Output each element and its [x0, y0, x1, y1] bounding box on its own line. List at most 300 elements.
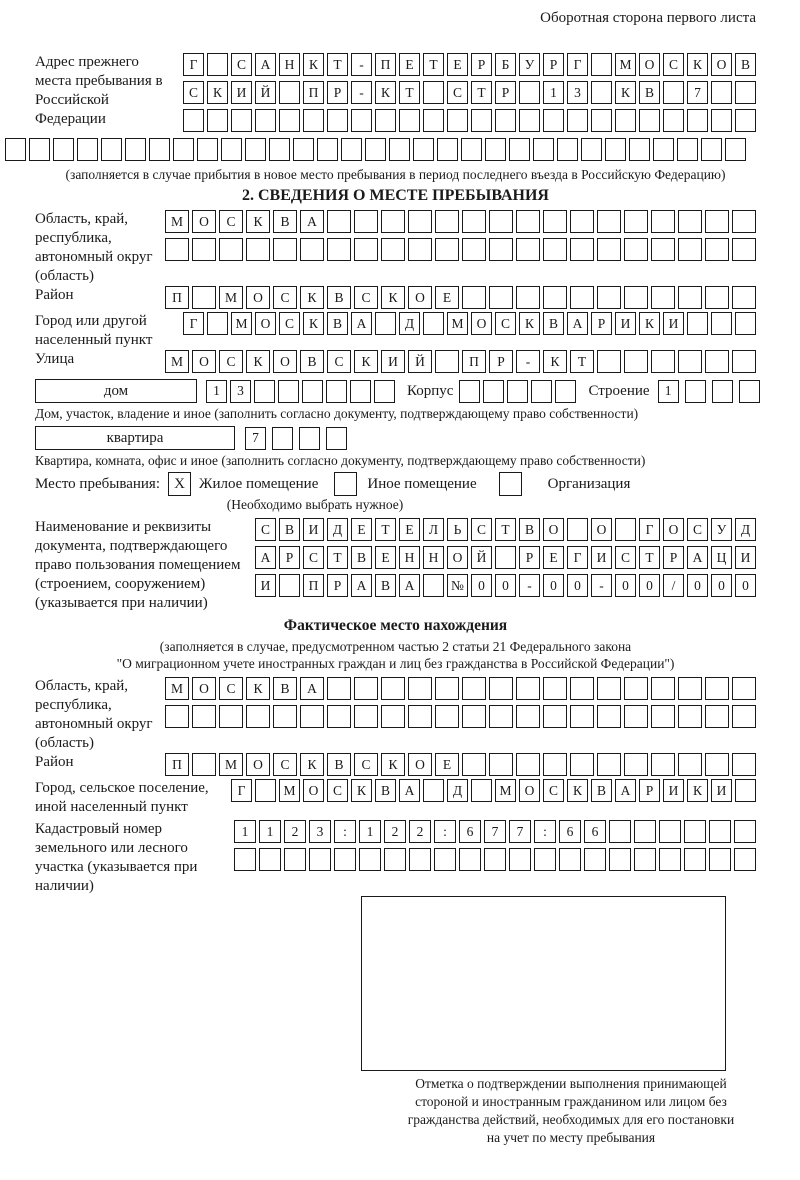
form-cell[interactable]: 1 [206, 380, 227, 403]
form-cell[interactable] [533, 138, 554, 161]
form-cell[interactable]: 2 [384, 820, 406, 843]
form-cell[interactable] [709, 820, 731, 843]
form-cell[interactable] [732, 210, 756, 233]
form-cell[interactable] [350, 380, 371, 403]
form-cell[interactable]: П [303, 81, 324, 104]
form-cell[interactable] [543, 286, 567, 309]
form-cell[interactable]: Р [495, 81, 516, 104]
form-cell[interactable] [462, 753, 486, 776]
form-cell[interactable] [597, 210, 621, 233]
form-cell[interactable] [354, 677, 378, 700]
form-cell[interactable] [678, 753, 702, 776]
form-cell[interactable]: 0 [711, 574, 732, 597]
form-cell[interactable]: С [471, 518, 492, 541]
form-cell[interactable] [125, 138, 146, 161]
form-cell[interactable] [684, 848, 706, 871]
form-cell[interactable] [555, 380, 576, 403]
form-cell[interactable]: К [687, 779, 708, 802]
form-cell[interactable]: О [303, 779, 324, 802]
form-cell[interactable] [459, 380, 480, 403]
form-cell[interactable]: К [303, 53, 324, 76]
form-cell[interactable]: М [219, 753, 243, 776]
form-cell[interactable] [341, 138, 362, 161]
form-cell[interactable] [279, 81, 300, 104]
form-cell[interactable]: Г [639, 518, 660, 541]
form-cell[interactable]: Ц [711, 546, 732, 569]
form-cell[interactable]: М [279, 779, 300, 802]
form-cell[interactable] [597, 350, 621, 373]
stay-type-checkbox-organization[interactable] [499, 472, 522, 496]
form-cell[interactable]: 6 [584, 820, 606, 843]
form-cell[interactable]: Р [327, 574, 348, 597]
form-cell[interactable]: А [300, 210, 324, 233]
form-cell[interactable] [624, 286, 648, 309]
form-cell[interactable] [484, 848, 506, 871]
form-cell[interactable] [408, 677, 432, 700]
form-cell[interactable] [461, 138, 482, 161]
form-cell[interactable]: Г [231, 779, 252, 802]
form-cell[interactable] [711, 109, 732, 132]
form-cell[interactable]: Т [471, 81, 492, 104]
form-cell[interactable] [705, 238, 729, 261]
form-cell[interactable] [374, 380, 395, 403]
form-cell[interactable]: Л [423, 518, 444, 541]
form-cell[interactable] [624, 238, 648, 261]
form-cell[interactable] [197, 138, 218, 161]
form-cell[interactable] [639, 109, 660, 132]
form-cell[interactable]: - [591, 574, 612, 597]
form-cell[interactable]: И [231, 81, 252, 104]
form-cell[interactable]: 0 [495, 574, 516, 597]
form-cell[interactable] [207, 53, 228, 76]
form-cell[interactable] [408, 238, 432, 261]
form-cell[interactable] [659, 820, 681, 843]
form-cell[interactable] [489, 753, 513, 776]
form-cell[interactable] [651, 705, 675, 728]
form-cell[interactable] [651, 753, 675, 776]
form-cell[interactable]: Р [543, 53, 564, 76]
form-cell[interactable]: К [381, 753, 405, 776]
form-cell[interactable] [624, 705, 648, 728]
form-cell[interactable]: С [219, 350, 243, 373]
form-cell[interactable] [279, 109, 300, 132]
form-cell[interactable] [192, 286, 216, 309]
form-cell[interactable] [709, 848, 731, 871]
form-cell[interactable] [423, 779, 444, 802]
form-cell[interactable]: А [615, 779, 636, 802]
form-cell[interactable]: С [183, 81, 204, 104]
form-cell[interactable] [489, 238, 513, 261]
form-cell[interactable]: О [543, 518, 564, 541]
form-cell[interactable]: О [639, 53, 660, 76]
form-cell[interactable]: С [663, 53, 684, 76]
form-cell[interactable]: О [711, 53, 732, 76]
form-cell[interactable]: К [246, 350, 270, 373]
form-cell[interactable] [389, 138, 410, 161]
form-cell[interactable] [734, 820, 756, 843]
form-cell[interactable]: С [303, 546, 324, 569]
form-cell[interactable] [651, 286, 675, 309]
form-cell[interactable] [531, 380, 552, 403]
form-cell[interactable] [413, 138, 434, 161]
form-cell[interactable]: 1 [658, 380, 679, 403]
form-cell[interactable] [489, 286, 513, 309]
form-cell[interactable] [567, 518, 588, 541]
form-cell[interactable]: Р [471, 53, 492, 76]
form-cell[interactable] [5, 138, 26, 161]
form-cell[interactable] [705, 705, 729, 728]
form-cell[interactable]: А [399, 779, 420, 802]
form-cell[interactable] [326, 427, 347, 450]
form-cell[interactable] [597, 286, 621, 309]
form-cell[interactable]: Е [543, 546, 564, 569]
form-cell[interactable]: С [273, 753, 297, 776]
form-cell[interactable]: 1 [359, 820, 381, 843]
form-cell[interactable] [687, 312, 708, 335]
form-cell[interactable] [543, 238, 567, 261]
form-cell[interactable] [381, 238, 405, 261]
form-cell[interactable] [259, 848, 281, 871]
form-cell[interactable] [284, 848, 306, 871]
form-cell[interactable] [629, 138, 650, 161]
form-cell[interactable] [273, 705, 297, 728]
form-cell[interactable]: В [735, 53, 756, 76]
form-cell[interactable] [543, 705, 567, 728]
form-cell[interactable] [327, 705, 351, 728]
form-cell[interactable] [101, 138, 122, 161]
form-cell[interactable] [543, 753, 567, 776]
form-cell[interactable]: В [519, 518, 540, 541]
form-cell[interactable]: Т [375, 518, 396, 541]
form-cell[interactable] [462, 677, 486, 700]
form-cell[interactable] [462, 210, 486, 233]
form-cell[interactable] [509, 848, 531, 871]
form-cell[interactable]: У [519, 53, 540, 76]
form-cell[interactable]: А [351, 312, 372, 335]
form-cell[interactable]: : [534, 820, 556, 843]
form-cell[interactable]: П [165, 286, 189, 309]
form-cell[interactable]: Г [567, 53, 588, 76]
form-cell[interactable] [624, 350, 648, 373]
form-cell[interactable] [219, 705, 243, 728]
form-cell[interactable]: : [434, 820, 456, 843]
form-cell[interactable]: С [279, 312, 300, 335]
form-cell[interactable] [735, 81, 756, 104]
form-cell[interactable]: Р [327, 81, 348, 104]
form-cell[interactable] [735, 779, 756, 802]
form-cell[interactable]: Е [399, 53, 420, 76]
form-cell[interactable]: К [375, 81, 396, 104]
form-cell[interactable] [53, 138, 74, 161]
form-cell[interactable] [653, 138, 674, 161]
form-cell[interactable]: О [246, 753, 270, 776]
form-cell[interactable]: 2 [284, 820, 306, 843]
form-cell[interactable]: К [246, 210, 270, 233]
form-cell[interactable] [543, 210, 567, 233]
form-cell[interactable]: № [447, 574, 468, 597]
form-cell[interactable]: В [375, 574, 396, 597]
form-cell[interactable] [507, 380, 528, 403]
form-cell[interactable] [651, 677, 675, 700]
form-cell[interactable] [705, 677, 729, 700]
form-cell[interactable]: В [375, 779, 396, 802]
form-cell[interactable]: К [207, 81, 228, 104]
form-cell[interactable] [711, 81, 732, 104]
form-cell[interactable] [519, 81, 540, 104]
form-cell[interactable] [705, 753, 729, 776]
form-cell[interactable]: А [255, 546, 276, 569]
form-cell[interactable]: М [231, 312, 252, 335]
form-cell[interactable] [687, 109, 708, 132]
form-cell[interactable] [435, 238, 459, 261]
form-cell[interactable]: К [381, 286, 405, 309]
form-cell[interactable]: Т [399, 81, 420, 104]
form-cell[interactable] [732, 350, 756, 373]
form-cell[interactable] [495, 109, 516, 132]
form-cell[interactable]: Е [435, 286, 459, 309]
form-cell[interactable] [567, 109, 588, 132]
form-cell[interactable] [354, 210, 378, 233]
form-cell[interactable]: И [255, 574, 276, 597]
form-cell[interactable] [516, 753, 540, 776]
form-cell[interactable] [712, 380, 733, 403]
form-cell[interactable] [597, 238, 621, 261]
form-cell[interactable]: О [408, 286, 432, 309]
form-cell[interactable]: О [447, 546, 468, 569]
form-cell[interactable] [732, 238, 756, 261]
form-cell[interactable] [489, 677, 513, 700]
form-cell[interactable]: В [273, 210, 297, 233]
form-cell[interactable]: Т [327, 53, 348, 76]
form-cell[interactable]: В [327, 312, 348, 335]
form-cell[interactable]: К [687, 53, 708, 76]
form-cell[interactable]: 6 [459, 820, 481, 843]
form-cell[interactable]: С [354, 753, 378, 776]
form-cell[interactable]: И [735, 546, 756, 569]
form-cell[interactable] [489, 705, 513, 728]
form-cell[interactable]: 0 [615, 574, 636, 597]
form-cell[interactable]: В [351, 546, 372, 569]
form-cell[interactable]: А [300, 677, 324, 700]
form-cell[interactable] [705, 350, 729, 373]
form-cell[interactable] [359, 848, 381, 871]
form-cell[interactable]: О [519, 779, 540, 802]
form-cell[interactable] [165, 705, 189, 728]
form-cell[interactable] [624, 210, 648, 233]
form-cell[interactable] [207, 109, 228, 132]
form-cell[interactable] [462, 238, 486, 261]
form-cell[interactable]: И [615, 312, 636, 335]
confirmation-stamp-box[interactable] [361, 896, 726, 1071]
form-cell[interactable] [684, 820, 706, 843]
form-cell[interactable] [677, 138, 698, 161]
form-cell[interactable] [354, 238, 378, 261]
form-cell[interactable] [434, 848, 456, 871]
form-cell[interactable]: Т [639, 546, 660, 569]
form-cell[interactable] [735, 109, 756, 132]
form-cell[interactable]: У [711, 518, 732, 541]
form-cell[interactable]: М [165, 350, 189, 373]
form-cell[interactable]: П [462, 350, 486, 373]
form-cell[interactable]: Т [570, 350, 594, 373]
form-cell[interactable]: 3 [567, 81, 588, 104]
form-cell[interactable]: О [255, 312, 276, 335]
form-cell[interactable]: 0 [567, 574, 588, 597]
form-cell[interactable]: С [255, 518, 276, 541]
form-cell[interactable] [678, 286, 702, 309]
form-cell[interactable]: Д [399, 312, 420, 335]
form-cell[interactable]: Р [639, 779, 660, 802]
form-cell[interactable] [634, 848, 656, 871]
form-cell[interactable] [255, 779, 276, 802]
form-cell[interactable]: Т [327, 546, 348, 569]
form-cell[interactable]: К [567, 779, 588, 802]
form-cell[interactable] [351, 109, 372, 132]
form-cell[interactable]: Е [447, 53, 468, 76]
form-cell[interactable] [624, 753, 648, 776]
form-cell[interactable]: Й [471, 546, 492, 569]
form-cell[interactable]: В [591, 779, 612, 802]
form-cell[interactable]: - [516, 350, 540, 373]
form-cell[interactable] [173, 138, 194, 161]
form-cell[interactable]: 0 [639, 574, 660, 597]
form-cell[interactable] [471, 109, 492, 132]
form-cell[interactable]: Н [423, 546, 444, 569]
form-cell[interactable] [354, 705, 378, 728]
form-cell[interactable]: 7 [245, 427, 266, 450]
form-cell[interactable] [732, 705, 756, 728]
form-cell[interactable]: И [591, 546, 612, 569]
form-cell[interactable]: 0 [471, 574, 492, 597]
form-cell[interactable] [207, 312, 228, 335]
form-cell[interactable]: А [255, 53, 276, 76]
form-cell[interactable] [272, 427, 293, 450]
form-cell[interactable]: О [192, 677, 216, 700]
form-cell[interactable]: О [273, 350, 297, 373]
form-cell[interactable] [183, 109, 204, 132]
form-cell[interactable] [302, 380, 323, 403]
form-cell[interactable]: 0 [735, 574, 756, 597]
form-cell[interactable] [273, 238, 297, 261]
form-cell[interactable]: П [375, 53, 396, 76]
form-cell[interactable] [423, 81, 444, 104]
form-cell[interactable]: К [300, 753, 324, 776]
form-cell[interactable] [591, 81, 612, 104]
form-cell[interactable]: С [219, 210, 243, 233]
form-cell[interactable] [516, 705, 540, 728]
form-cell[interactable] [663, 109, 684, 132]
form-cell[interactable]: - [519, 574, 540, 597]
stay-type-checkbox-other[interactable] [334, 472, 357, 496]
form-cell[interactable]: А [399, 574, 420, 597]
form-cell[interactable] [423, 312, 444, 335]
form-cell[interactable] [408, 210, 432, 233]
form-cell[interactable] [701, 138, 722, 161]
form-cell[interactable] [192, 238, 216, 261]
form-cell[interactable] [615, 109, 636, 132]
form-cell[interactable]: И [663, 312, 684, 335]
form-cell[interactable]: И [303, 518, 324, 541]
form-cell[interactable] [462, 286, 486, 309]
form-cell[interactable] [516, 238, 540, 261]
form-cell[interactable] [732, 753, 756, 776]
form-cell[interactable]: М [615, 53, 636, 76]
form-cell[interactable] [409, 848, 431, 871]
form-cell[interactable]: Б [495, 53, 516, 76]
form-cell[interactable] [246, 238, 270, 261]
form-cell[interactable]: 7 [484, 820, 506, 843]
form-cell[interactable] [734, 848, 756, 871]
form-cell[interactable] [334, 848, 356, 871]
form-cell[interactable] [435, 350, 459, 373]
form-cell[interactable] [437, 138, 458, 161]
form-cell[interactable] [299, 427, 320, 450]
form-cell[interactable] [471, 779, 492, 802]
form-cell[interactable] [597, 677, 621, 700]
form-cell[interactable] [489, 210, 513, 233]
form-cell[interactable]: Ь [447, 518, 468, 541]
form-cell[interactable] [678, 677, 702, 700]
form-cell[interactable]: О [192, 210, 216, 233]
form-cell[interactable] [495, 546, 516, 569]
form-cell[interactable] [597, 705, 621, 728]
form-cell[interactable]: В [327, 286, 351, 309]
form-cell[interactable]: Н [279, 53, 300, 76]
form-cell[interactable]: В [279, 518, 300, 541]
form-cell[interactable] [327, 238, 351, 261]
form-cell[interactable]: К [354, 350, 378, 373]
form-cell[interactable] [303, 109, 324, 132]
form-cell[interactable] [651, 210, 675, 233]
form-cell[interactable]: Р [279, 546, 300, 569]
form-cell[interactable]: К [303, 312, 324, 335]
form-cell[interactable]: О [408, 753, 432, 776]
form-cell[interactable] [519, 109, 540, 132]
form-cell[interactable] [381, 705, 405, 728]
form-cell[interactable]: С [687, 518, 708, 541]
form-cell[interactable]: Н [399, 546, 420, 569]
form-cell[interactable]: Д [735, 518, 756, 541]
form-cell[interactable] [246, 705, 270, 728]
form-cell[interactable]: О [471, 312, 492, 335]
form-cell[interactable] [570, 238, 594, 261]
form-cell[interactable] [423, 574, 444, 597]
form-cell[interactable] [317, 138, 338, 161]
form-cell[interactable] [711, 312, 732, 335]
form-cell[interactable] [705, 286, 729, 309]
form-cell[interactable] [570, 286, 594, 309]
form-cell[interactable] [678, 210, 702, 233]
form-cell[interactable]: 6 [559, 820, 581, 843]
form-cell[interactable]: А [687, 546, 708, 569]
form-cell[interactable] [381, 677, 405, 700]
form-cell[interactable] [300, 238, 324, 261]
form-cell[interactable]: И [663, 779, 684, 802]
form-cell[interactable] [557, 138, 578, 161]
form-cell[interactable] [435, 210, 459, 233]
form-cell[interactable] [327, 677, 351, 700]
form-cell[interactable] [483, 380, 504, 403]
form-cell[interactable]: В [327, 753, 351, 776]
form-cell[interactable]: О [246, 286, 270, 309]
form-cell[interactable]: 1 [543, 81, 564, 104]
form-cell[interactable]: С [354, 286, 378, 309]
form-cell[interactable]: 1 [259, 820, 281, 843]
form-cell[interactable]: В [273, 677, 297, 700]
form-cell[interactable]: С [447, 81, 468, 104]
form-cell[interactable]: А [567, 312, 588, 335]
form-cell[interactable] [192, 753, 216, 776]
